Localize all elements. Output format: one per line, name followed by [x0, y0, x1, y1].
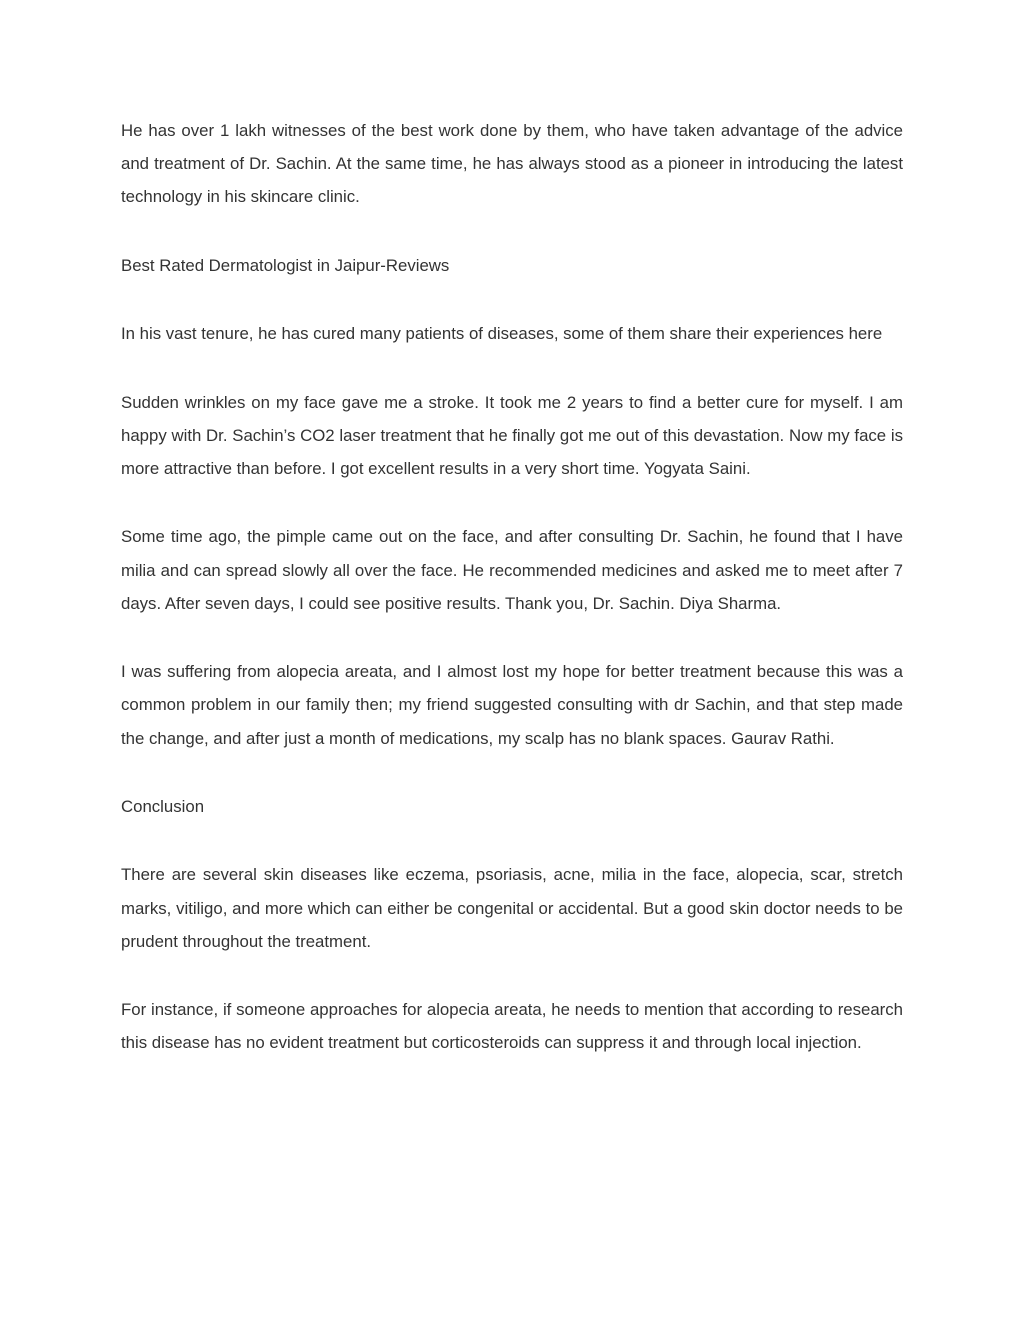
intro-paragraph: He has over 1 lakh witnesses of the best work done by them, who have taken advantage of the advice and treatment of Dr. Sachin. At the same time, he has always stood as a pioneer in introducing the latest technology in his skincare clinic. — [121, 121, 903, 207]
document-page — [121, 114, 903, 1095]
review-paragraph-diya: Some time ago, the pimple came out on the face, and after consulting Dr. Sachin, he found that I have milia and can spread slowly all over the face. He recommended medicines and asked me to meet after 7 days. After seven days, I could see positive results. Thank you, Dr. Sachin. Diya Sharma. — [121, 527, 903, 613]
review-paragraph-yogyata: Sudden wrinkles on my face gave me a stroke. It took me 2 years to find a better cure for myself. I am happy with Dr. Sachin’s CO2 laser treatment that he finally got me out of this devastation. Now my face is more attractive than before. I got excellent results in a very short time. Yogyata Saini. — [121, 392, 903, 478]
review-paragraph-gaurav: I was suffering from alopecia areata, and I almost lost my hope for better treatment because this was a common problem in our family then; my friend suggested consulting with dr Sachin, and that step made the change, and after just a month of medications, my scalp has no blank spaces. Gaurav Rathi. — [121, 662, 903, 748]
conclusion-paragraph: There are several skin diseases like eczema, psoriasis, acne, milia in the face, alopecia, scar, stretch marks, vitiligo, and more which can either be congenital or accidental. But a good skin doctor needs to be prudent throughout the treatment. — [121, 865, 903, 951]
conclusion-heading: Conclusion — [121, 796, 205, 816]
reviews-heading: Best Rated Dermatologist in Jaipur-Reviews — [121, 255, 450, 275]
example-paragraph: For instance, if someone approaches for alopecia areata, he needs to mention that according to research this disease has no evident treatment but corticosteroids can suppress it and through local injection. — [121, 1000, 903, 1053]
reviews-intro-paragraph: In his vast tenure, he has cured many patients of diseases, some of them share their experiences here — [121, 324, 883, 344]
